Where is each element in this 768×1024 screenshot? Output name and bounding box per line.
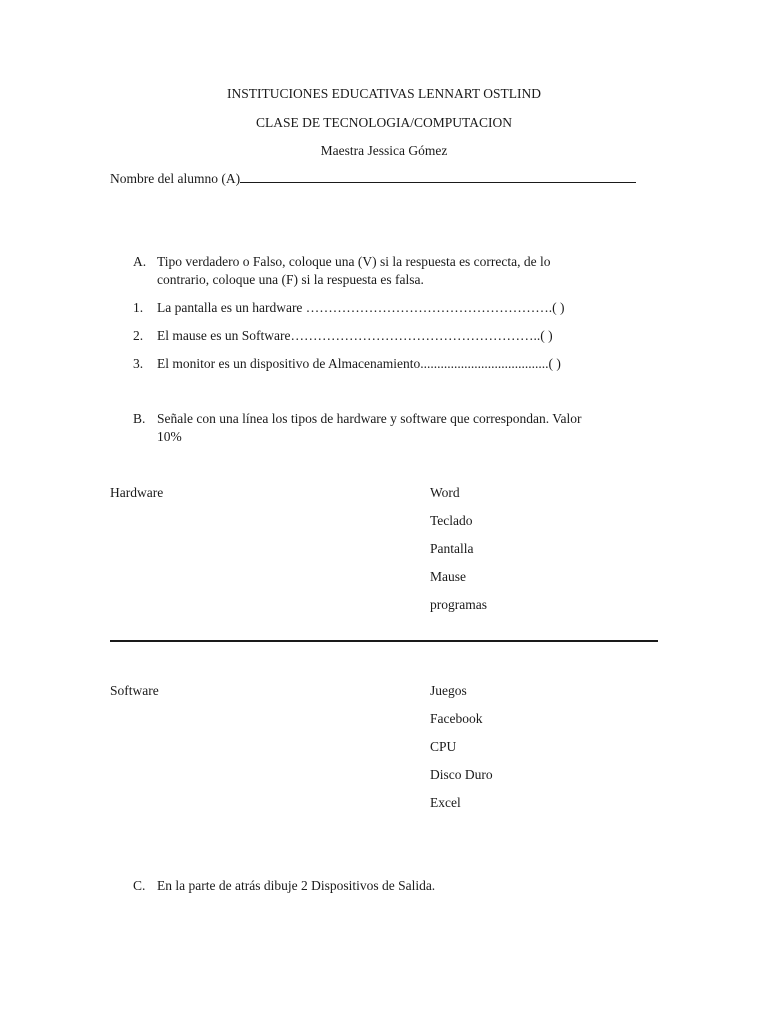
question-1-text: La pantalla es un hardware ……………………………………………….( )	[157, 300, 565, 315]
student-name-field[interactable]	[110, 170, 636, 188]
section-a-letter: A.	[133, 254, 147, 269]
software-option-4: Disco Duro	[430, 767, 493, 782]
section-c-instruction: En la parte de atrás dibuje 2 Dispositivos de Salida.	[157, 878, 436, 893]
software-option-3: CPU	[430, 739, 457, 754]
section-b-instruction-line2: 10%	[157, 429, 182, 444]
section-divider	[110, 640, 658, 642]
question-3-number: 3.	[133, 356, 144, 371]
section-b-letter: B.	[133, 411, 146, 426]
hardware-option-5: programas	[430, 597, 487, 612]
section-a-instruction-line2: contrario, coloque una (F) si la respuesta es falsa.	[157, 272, 424, 287]
hardware-option-2: Teclado	[430, 513, 473, 528]
hardware-label: Hardware	[110, 485, 164, 500]
hardware-option-1: Word	[430, 485, 460, 500]
question-2-number: 2.	[133, 328, 144, 343]
software-option-5: Excel	[430, 795, 461, 810]
student-name-label: Nombre del alumno (A)	[110, 171, 241, 186]
question-2-text: El mause es un Software………………………………………………..( )	[157, 328, 553, 343]
institution-title: INSTITUCIONES EDUCATIVAS LENNART OSTLIND	[226, 86, 542, 101]
section-a-instruction-line1: Tipo verdadero o Falso, coloque una (V) si la respuesta es correcta, de lo	[157, 254, 551, 269]
student-name-blank-line[interactable]	[240, 170, 636, 183]
teacher-name: Maestra Jessica Gómez	[320, 143, 448, 158]
software-option-1: Juegos	[430, 683, 467, 698]
question-1-number: 1.	[133, 300, 144, 315]
software-option-2: Facebook	[430, 711, 483, 726]
class-title: CLASE DE TECNOLOGIA/COMPUTACION	[256, 115, 512, 130]
hardware-option-4: Mause	[430, 569, 466, 584]
hardware-option-3: Pantalla	[430, 541, 474, 556]
section-b-instruction-line1: Señale con una línea los tipos de hardware y software que correspondan. Valor	[157, 411, 582, 426]
section-c-letter: C.	[133, 878, 146, 893]
software-label: Software	[110, 683, 159, 698]
question-3-text: El monitor es un dispositivo de Almacenamiento......................................( )	[157, 356, 561, 371]
